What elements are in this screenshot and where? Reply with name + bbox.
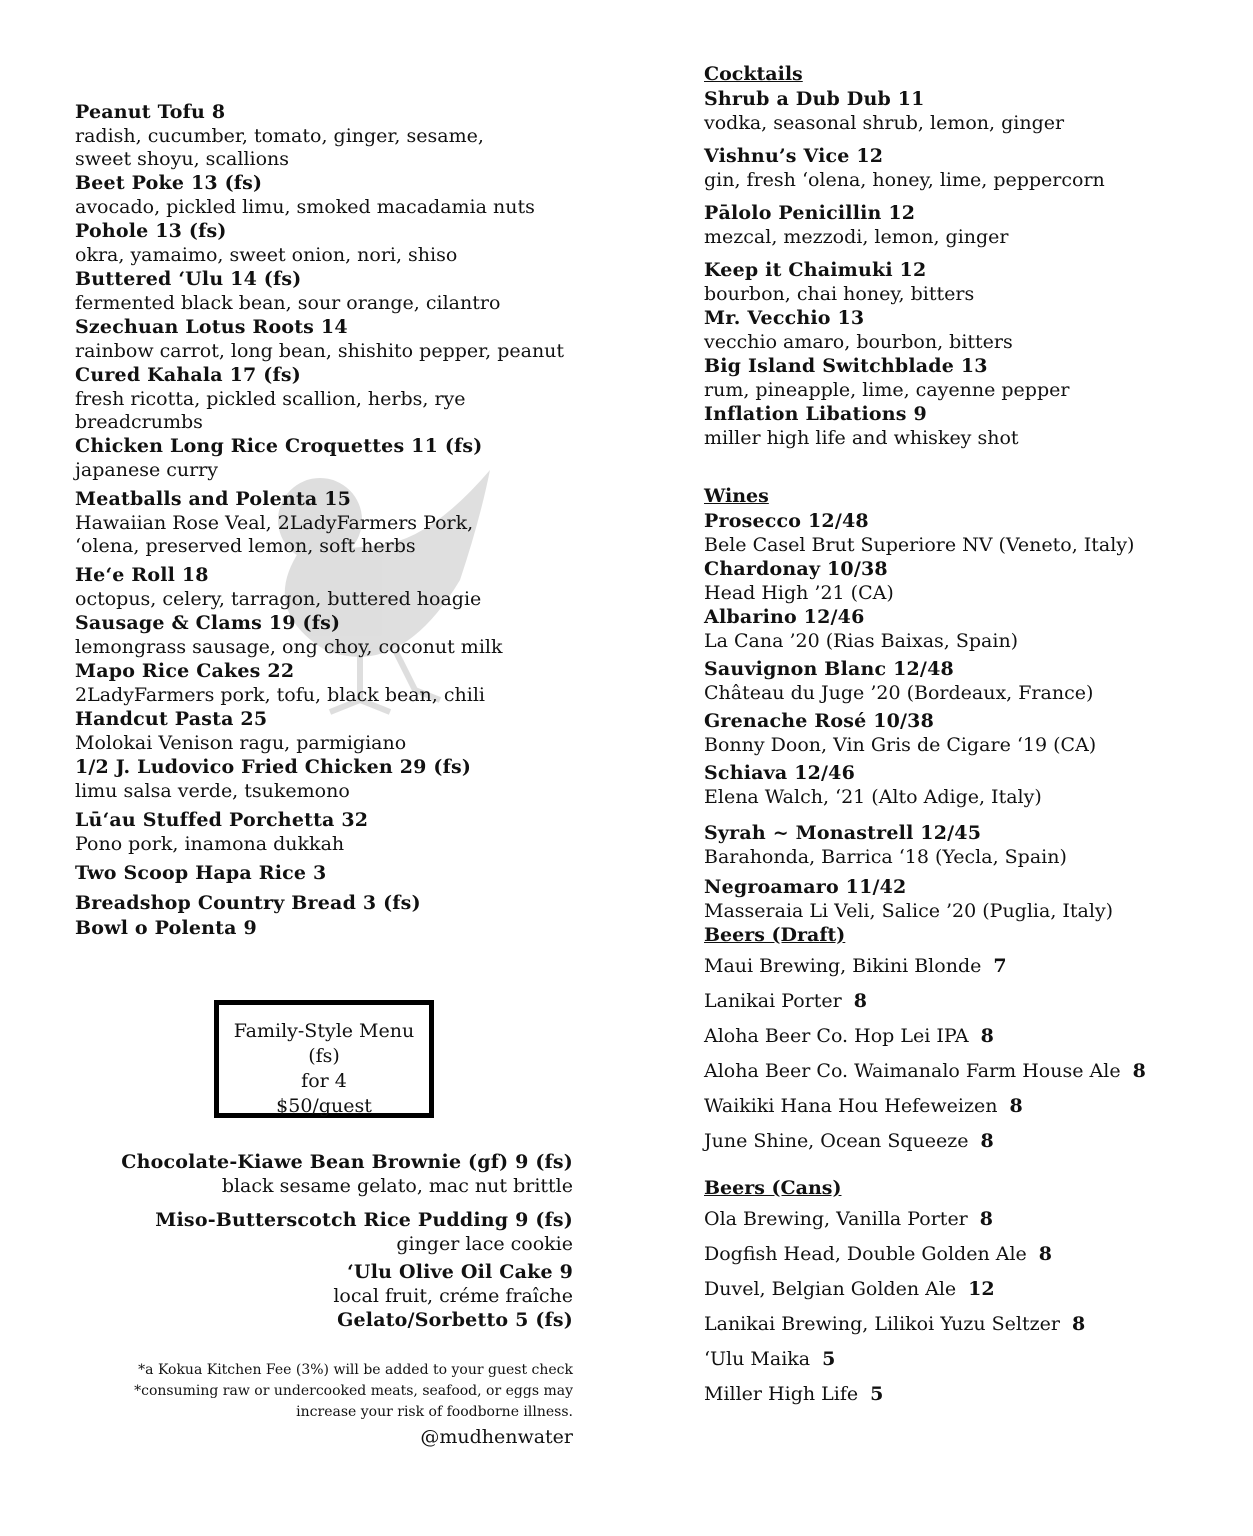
wines-heading: Wines xyxy=(704,485,769,507)
beer-name: Ola Brewing, Vanilla Porter xyxy=(704,1208,968,1230)
cocktail-desc: miller high life and whiskey shot xyxy=(704,427,1019,449)
menu-item-desc: 2LadyFarmers pork, tofu, black bean, chili xyxy=(75,684,485,706)
beer-item xyxy=(704,954,1244,979)
beer-name: Lanikai Porter xyxy=(704,990,842,1012)
beer-item xyxy=(704,989,1244,1014)
dessert-name: Gelato/Sorbetto 5 (fs) xyxy=(337,1309,573,1331)
wine-desc: Bonny Doon, Vin Gris de Cigare ‘19 (CA) xyxy=(704,734,1097,756)
beer-price: 8 xyxy=(1038,1243,1053,1265)
menu-item-desc: radish, cucumber, tomato, ginger, sesame, xyxy=(75,125,484,147)
cocktail-name: Big Island Switchblade 13 xyxy=(704,355,988,377)
cocktail-name: Keep it Chaimuki 12 xyxy=(704,259,927,281)
beer-price: 7 xyxy=(993,955,1007,977)
beer-item xyxy=(704,1059,1244,1084)
family-style-box xyxy=(214,1000,434,1118)
drinks-menu xyxy=(704,62,1244,1417)
menu-item xyxy=(75,219,595,267)
beer-item xyxy=(704,1207,1244,1232)
menu-item xyxy=(75,100,595,171)
wine-desc: Masseraia Li Veli, Salice ’20 (Puglia, Italy) xyxy=(704,900,1114,922)
dessert-desc: ginger lace cookie xyxy=(396,1233,573,1255)
family-box-line: Family-Style Menu xyxy=(233,1020,415,1042)
menu-item xyxy=(75,434,595,482)
menu-item-name: 1/2 J. Ludovico Fried Chicken 29 (fs) xyxy=(75,756,472,778)
menu-item-name: Sausage & Clams 19 (fs) xyxy=(75,612,341,634)
dessert-item xyxy=(100,1208,573,1256)
menu-item-desc: japanese curry xyxy=(75,459,219,481)
beer-name: Dogfish Head, Double Golden Ale xyxy=(704,1243,1027,1265)
family-box-line: for 4 xyxy=(301,1070,347,1092)
beer-item xyxy=(704,1347,1244,1372)
menu-item xyxy=(75,861,595,886)
menu-item xyxy=(75,611,595,659)
family-box-line: $50/guest xyxy=(276,1095,372,1117)
cocktail-desc: vodka, seasonal shrub, lemon, ginger xyxy=(704,112,1065,134)
dessert-name: Chocolate-Kiawe Bean Brownie (gf) 9 (fs) xyxy=(121,1151,573,1173)
menu-item-desc: sweet shoyu, scallions xyxy=(75,148,290,170)
fine-print-line: *consuming raw or undercooked meats, seafood, or eggs may xyxy=(134,1383,573,1399)
cocktail-item xyxy=(704,354,1244,402)
cocktail-name: Inflation Libations 9 xyxy=(704,403,927,425)
menu-item xyxy=(75,891,595,916)
menu-item-desc: okra, yamaimo, sweet onion, nori, shiso xyxy=(75,244,458,266)
cocktail-desc: vecchio amaro, bourbon, bitters xyxy=(704,331,1013,353)
beer-price: 5 xyxy=(822,1348,836,1370)
cocktail-list xyxy=(704,87,1244,450)
wine-desc: Head High ’21 (CA) xyxy=(704,582,894,604)
wine-item xyxy=(704,509,1244,557)
dessert-menu xyxy=(100,1150,573,1333)
beer-name: Miller High Life xyxy=(704,1383,859,1405)
beers-draft-heading: Beers (Draft) xyxy=(704,924,846,946)
menu-item xyxy=(75,916,595,941)
cocktail-name: Vishnu’s Vice 12 xyxy=(704,145,884,167)
menu-item xyxy=(75,707,595,755)
family-box-line: (fs) xyxy=(308,1045,340,1067)
cocktail-name: Mr. Vecchio 13 xyxy=(704,307,865,329)
cocktail-desc: gin, fresh ‘olena, honey, lime, peppercorn xyxy=(704,169,1105,191)
menu-item-name: Meatballs and Polenta 15 xyxy=(75,488,352,510)
wine-name: Syrah ~ Monastrell 12/45 xyxy=(704,822,982,844)
beer-name: ‘Ulu Maika xyxy=(704,1348,811,1370)
cocktails-heading: Cocktails xyxy=(704,63,803,85)
beer-price: 8 xyxy=(1132,1060,1146,1082)
menu-item xyxy=(75,659,595,707)
cocktail-name: Shrub a Dub Dub 11 xyxy=(704,88,925,110)
menu-item-desc: lemongrass sausage, ong choy, coconut milk xyxy=(75,636,503,658)
wine-name: Negroamaro 11/42 xyxy=(704,876,907,898)
menu-item-name: Peanut Tofu 8 xyxy=(75,101,226,123)
beers-cans-heading: Beers (Cans) xyxy=(704,1177,842,1199)
fine-print-line: increase your risk of foodborne illness. xyxy=(296,1404,573,1420)
dessert-name: ‘Ulu Olive Oil Cake 9 xyxy=(347,1261,573,1283)
menu-item xyxy=(75,808,595,856)
menu-item-desc: octopus, celery, tarragon, buttered hoagie xyxy=(75,588,482,610)
beer-price: 8 xyxy=(1009,1095,1023,1117)
menu-item xyxy=(75,755,595,803)
beer-name: Aloha Beer Co. Waimanalo Farm House Ale xyxy=(704,1060,1121,1082)
menu-item-desc: rainbow carrot, long bean, shishito pepper, peanut xyxy=(75,340,565,362)
dessert-desc: black sesame gelato, mac nut brittle xyxy=(221,1175,573,1197)
wine-desc: La Cana ’20 (Rias Baixas, Spain) xyxy=(704,630,1019,652)
menu-item-desc: Pono pork, inamona dukkah xyxy=(75,833,345,855)
beer-item xyxy=(704,1129,1244,1154)
cocktail-item xyxy=(704,144,1244,192)
menu-item xyxy=(75,267,595,315)
social-handle: @mudhenwater xyxy=(420,1426,573,1448)
menu-item-name: Bowl o Polenta 9 xyxy=(75,917,257,939)
wine-name: Grenache Rosé 10/38 xyxy=(704,710,935,732)
menu-item-name: Beet Poke 13 (fs) xyxy=(75,172,263,194)
beer-item xyxy=(704,1094,1244,1119)
menu-item xyxy=(75,563,595,611)
wine-desc: Château du Juge ’20 (Bordeaux, France) xyxy=(704,682,1094,704)
menu-item-desc: avocado, pickled limu, smoked macadamia nuts xyxy=(75,196,535,218)
wine-name: Schiava 12/46 xyxy=(704,762,856,784)
menu-item xyxy=(75,315,595,363)
fine-print-line: *a Kokua Kitchen Fee (3%) will be added to your guest check xyxy=(138,1362,573,1378)
dessert-item xyxy=(100,1150,573,1198)
cocktail-item xyxy=(704,87,1244,135)
menu-item-desc: fermented black bean, sour orange, cilantro xyxy=(75,292,501,314)
wine-desc: Barahonda, Barrica ‘18 (Yecla, Spain) xyxy=(704,846,1067,868)
menu-item xyxy=(75,171,595,219)
canned-beer-list xyxy=(704,1207,1244,1407)
menu-item-desc: ‘olena, preserved lemon, soft herbs xyxy=(75,535,416,557)
cocktail-desc: bourbon, chai honey, bitters xyxy=(704,283,975,305)
beer-item xyxy=(704,1242,1244,1267)
menu-item-desc: limu salsa verde, tsukemono xyxy=(75,780,350,802)
menu-item-desc: fresh ricotta, pickled scallion, herbs, rye xyxy=(75,388,466,410)
wine-list xyxy=(704,509,1244,923)
beer-price: 8 xyxy=(980,1025,994,1047)
wine-item xyxy=(704,761,1244,809)
beer-name: Aloha Beer Co. Hop Lei IPA xyxy=(704,1025,969,1047)
menu-item-name: Buttered ‘Ulu 14 (fs) xyxy=(75,268,302,290)
cocktail-item xyxy=(704,201,1244,249)
beer-item xyxy=(704,1024,1244,1049)
wine-name: Albarino 12/46 xyxy=(704,606,865,628)
menu-item-name: Breadshop Country Bread 3 (fs) xyxy=(75,892,421,914)
menu-item-name: Szechuan Lotus Roots 14 xyxy=(75,316,348,338)
menu-item-desc: breadcrumbs xyxy=(75,411,203,433)
cocktail-item xyxy=(704,402,1244,450)
cocktail-item xyxy=(704,258,1244,306)
wine-item xyxy=(704,821,1244,869)
wine-name: Chardonay 10/38 xyxy=(704,558,888,580)
cocktail-item xyxy=(704,306,1244,354)
menu-item-name: Two Scoop Hapa Rice 3 xyxy=(75,862,327,884)
beer-item xyxy=(704,1312,1244,1337)
beer-price: 12 xyxy=(968,1278,995,1300)
beer-price: 8 xyxy=(979,1208,993,1230)
beer-price: 8 xyxy=(853,990,867,1012)
dessert-desc: local fruit, créme fraîche xyxy=(333,1285,573,1307)
dessert-name: Miso-Butterscotch Rice Pudding 9 (fs) xyxy=(155,1209,573,1231)
beer-name: June Shine, Ocean Squeeze xyxy=(704,1130,969,1152)
beer-price: 8 xyxy=(980,1130,994,1152)
menu-item-desc: Hawaiian Rose Veal, 2LadyFarmers Pork, xyxy=(75,512,474,534)
beer-name: Lanikai Brewing, Lilikoi Yuzu Seltzer xyxy=(704,1313,1060,1335)
draft-beer-list xyxy=(704,954,1244,1154)
menu-item-name: Chicken Long Rice Croquettes 11 (fs) xyxy=(75,435,483,457)
beer-name: Duvel, Belgian Golden Ale xyxy=(704,1278,957,1300)
beer-item xyxy=(704,1382,1244,1407)
fine-print xyxy=(100,1360,573,1449)
beer-price: 5 xyxy=(870,1383,884,1405)
cocktail-desc: rum, pineapple, lime, cayenne pepper xyxy=(704,379,1070,401)
wine-item xyxy=(704,657,1244,705)
menu-item-name: He‘e Roll 18 xyxy=(75,564,209,586)
beer-item xyxy=(704,1277,1244,1302)
wine-desc: Bele Casel Brut Superiore NV (Veneto, Italy) xyxy=(704,534,1135,556)
wine-item xyxy=(704,875,1244,923)
cocktail-desc: mezcal, mezzodi, lemon, ginger xyxy=(704,226,1009,248)
food-menu xyxy=(75,100,595,941)
dessert-item xyxy=(100,1260,573,1308)
beer-price: 8 xyxy=(1071,1313,1086,1335)
menu-item xyxy=(75,363,595,434)
menu-item xyxy=(75,487,595,558)
wine-name: Prosecco 12/48 xyxy=(704,510,869,532)
menu-item-name: Handcut Pasta 25 xyxy=(75,708,268,730)
wine-desc: Elena Walch, ‘21 (Alto Adige, Italy) xyxy=(704,786,1042,808)
beer-name: Maui Brewing, Bikini Blonde xyxy=(704,955,982,977)
menu-item-name: Pohole 13 (fs) xyxy=(75,220,227,242)
wine-item xyxy=(704,709,1244,757)
menu-item-desc: Molokai Venison ragu, parmigiano xyxy=(75,732,407,754)
menu-item-name: Cured Kahala 17 (fs) xyxy=(75,364,301,386)
menu-item-name: Mapo Rice Cakes 22 xyxy=(75,660,295,682)
beer-name: Waikiki Hana Hou Hefeweizen xyxy=(704,1095,998,1117)
cocktail-name: Pālolo Penicillin 12 xyxy=(704,202,916,224)
wine-item xyxy=(704,605,1244,653)
wine-name: Sauvignon Blanc 12/48 xyxy=(704,658,954,680)
dessert-item xyxy=(100,1308,573,1333)
wine-item xyxy=(704,557,1244,605)
menu-item-name: Lū‘au Stuffed Porchetta 32 xyxy=(75,809,369,831)
